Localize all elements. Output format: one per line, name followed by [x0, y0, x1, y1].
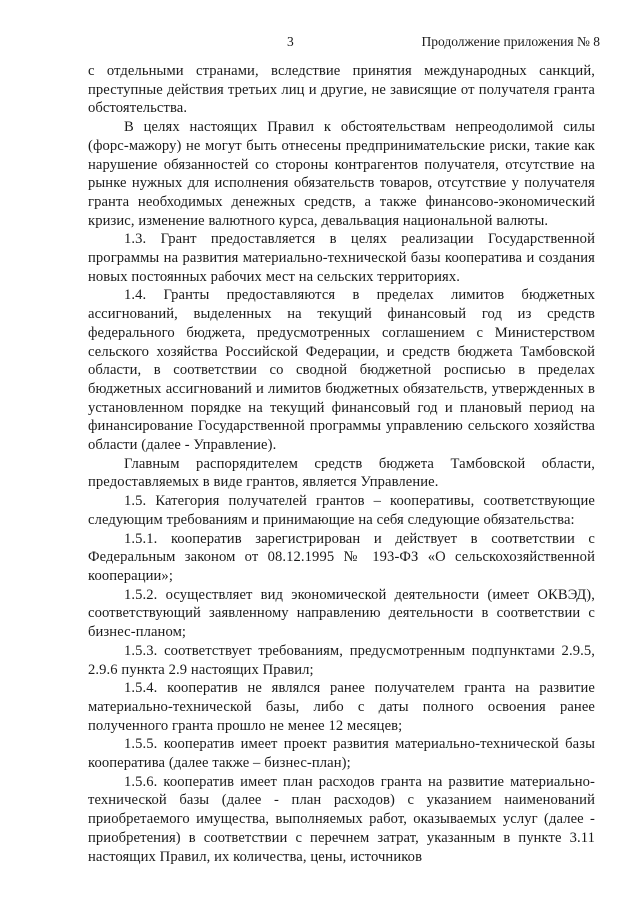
page-number: 3 — [287, 34, 294, 49]
paragraph-1-5-4: 1.5.4. кооператив не являлся ранее получателем гранта на развитие материально-технической базы, либо с даты полного освоения ранее полученного гранта прошло не менее 12 месяцев; — [88, 680, 595, 734]
paragraph-1-5-1: 1.5.1. кооператив зарегистрирован и действует в соответствии с Федеральным законом от 08.12.1995 № 193-ФЗ «О сельскохозяйственной кооперации»; — [88, 530, 595, 584]
document-body — [88, 62, 595, 866]
paragraph-main-administrator: Главным распорядителем средств бюджета Тамбовской области, предоставляемых в виде грантов, является Управление. — [88, 455, 595, 491]
paragraph-1-3: 1.3. Грант предоставляется в целях реализации Государственной программы на развития материально-технической базы кооператива и создания новых постоянных рабочих мест на сельских территориях. — [88, 231, 595, 285]
paragraph-force-majeure-continuation: с отдельными странами, вследствие принятия международных санкций, преступные действия третьих лиц и другие, не зависящие от получателя гранта обстоятельства. — [88, 63, 595, 117]
paragraph-1-5: 1.5. Категория получателей грантов – кооперативы, соответствующие следующим требованиям и принимающие на себя следующие обязательства: — [88, 493, 595, 528]
paragraph-force-majeure-exclusions: В целях настоящих Правил к обстоятельствам непреодолимой силы (форс-мажору) не могут быть отнесены предпринимательские риски, такие как нарушение обязанностей со стороны контрагентов получателя, отсутствие на рынке нужных для исполнения обязательств товаров, отсутствие у получателя гранта необходимых денежных средств, а также финансово-экономический кризис, изменение валютного курса, девальвация национальной валюты. — [88, 119, 595, 229]
paragraph-1-5-6: 1.5.6. кооператив имеет план расходов гранта на развитие материально-технической базы (далее - план расходов) с указанием наименований приобретаемого имущества, выполняемых работ, оказываемых услуг (далее - приобретения) в соответствии с перечнем затрат, указанным в пункте 3.11 настоящих Правил, их количества, цены, источников — [88, 773, 595, 865]
appendix-header: Продолжение приложения № 8 — [421, 34, 600, 49]
paragraph-1-5-2: 1.5.2. осуществляет вид экономической деятельности (имеет ОКВЭД), соответствующий заявленному направлению деятельности в соответствии с бизнес-планом; — [88, 586, 595, 641]
paragraph-1-5-5: 1.5.5. кооператив имеет проект развития материально-технической базы кооператива (далее также – бизнес-план); — [88, 736, 595, 772]
paragraph-1-4: 1.4. Гранты предоставляются в пределах лимитов бюджетных ассигнований, выделенных на текущий финансовый год из средств федерального бюджета, предусмотренных соглашением с Министерством сельского хозяйства Российской Федерации, и средств бюджета Тамбовской области, в соответствии со сводной бюджетной росписью в пределах бюджетных ассигнований и лимитов бюджетных обязательств, утвержденных в установленном порядке на текущий финансовый год и плановый период на финансирование Государственной программы управлению сельского хозяйства области (далее - Управление). — [88, 287, 595, 454]
paragraph-1-5-3: 1.5.3. соответствует требованиям, предусмотренным подпунктами 2.9.5, 2.9.6 пункта 2.9 настоящих Правил; — [88, 642, 595, 678]
